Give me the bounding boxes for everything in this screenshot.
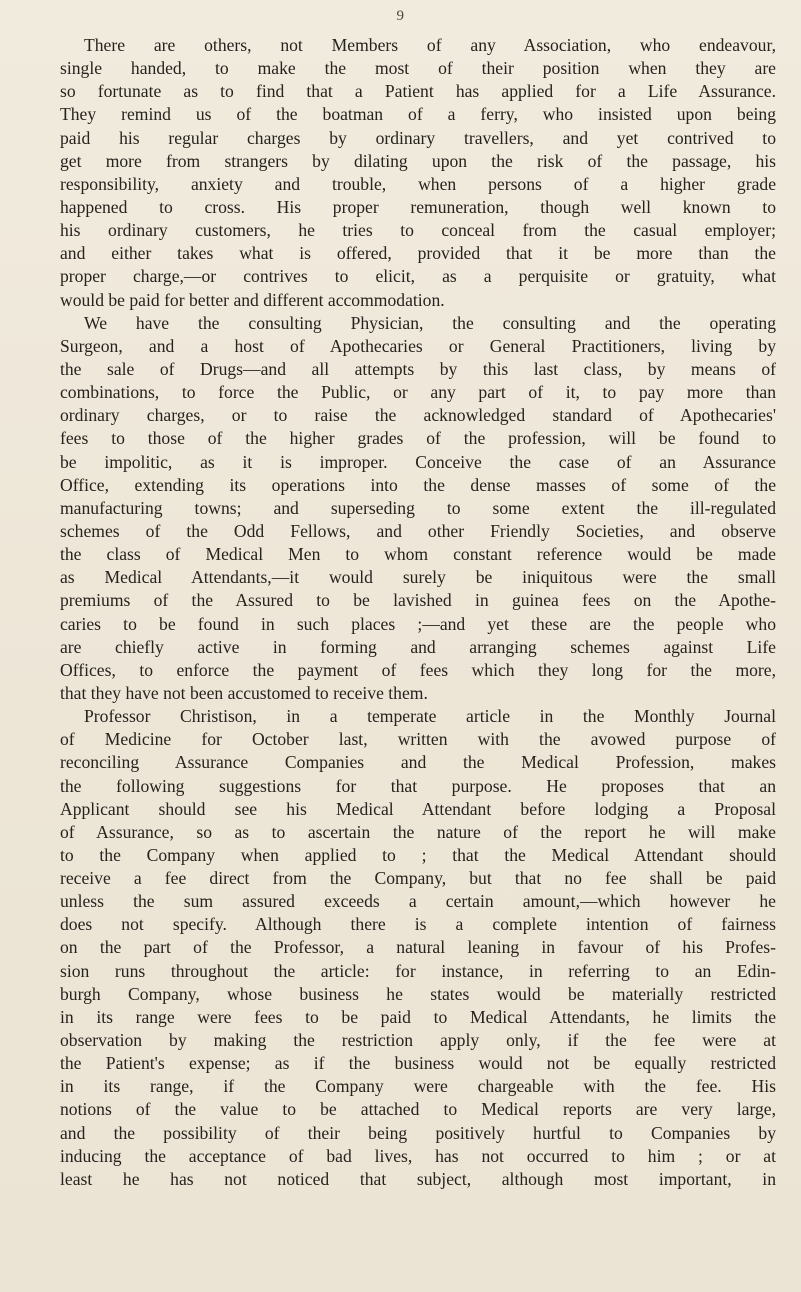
text-line: observation by making the restriction apply only, if the fee were at bbox=[60, 1030, 776, 1051]
text-line: They remind us of the boatman of a ferry, who insisted upon being bbox=[60, 104, 776, 125]
text-line: to the Company when applied to ; that the Medical Attendant should bbox=[60, 844, 776, 865]
text-line: the Patient's expense; as if the business would not be equally restricted bbox=[60, 1053, 776, 1074]
text-line: of Assurance, so as to ascertain the nature of the report he will make bbox=[60, 821, 776, 842]
text-line: in its range, if the Company were chargeable with the fee. His bbox=[60, 1076, 776, 1097]
text-line: Surgeon, and a host of Apothecaries or General Practitioners, living by bbox=[60, 335, 776, 356]
text-line: Applicant should see his Medical Attendant before lodging a Proposal bbox=[60, 798, 776, 819]
text-line: burgh Company, whose business he states would be materially restricted bbox=[60, 983, 776, 1004]
text-line: unless the sum assured exceeds a certain amount,—which however he bbox=[60, 891, 776, 912]
text-line: of Medicine for October last, written with the avowed purpose of bbox=[60, 729, 776, 750]
text-line: his ordinary customers, he tries to conceal from the casual employer; bbox=[60, 220, 776, 241]
text-line: premiums of the Assured to be lavished in guinea fees on the Apothe- bbox=[60, 590, 776, 611]
text-line: manufacturing towns; and superseding to some extent the ill-regulated bbox=[60, 497, 776, 518]
text-line: single handed, to make the most of their position when they are bbox=[60, 58, 776, 79]
text-line: and the possibility of their being positively hurtful to Companies by bbox=[60, 1122, 776, 1143]
text-line: and either takes what is offered, provided that it be more than the bbox=[60, 243, 776, 264]
text-line: receive a fee direct from the Company, but that no fee shall be paid bbox=[60, 868, 776, 889]
text-line: as Medical Attendants,—it would surely be iniquitous were the small bbox=[60, 567, 776, 588]
text-line: be impolitic, as it is improper. Conceive the case of an Assurance bbox=[60, 451, 776, 472]
text-line: inducing the acceptance of bad lives, has not occurred to him ; or at bbox=[60, 1145, 776, 1166]
text-line: caries to be found in such places ;—and yet these are the people who bbox=[60, 613, 776, 634]
text-line: Offices, to enforce the payment of fees which they long for the more, bbox=[60, 659, 776, 680]
text-line: ordinary charges, or to raise the acknowledged standard of Apothecaries' bbox=[60, 405, 776, 426]
text-line: that they have not been accustomed to receive them. bbox=[60, 682, 428, 703]
text-line: get more from strangers by dilating upon the risk of the passage, his bbox=[60, 150, 776, 171]
text-line: on the part of the Professor, a natural leaning in favour of his Profes- bbox=[60, 937, 776, 958]
text-line: least he has not noticed that subject, although most important, in bbox=[60, 1168, 776, 1189]
text-line: We have the consulting Physician, the consulting and the operating bbox=[84, 312, 776, 333]
text-line: notions of the value to be attached to Medical reports are very large, bbox=[60, 1099, 776, 1120]
text-line: so fortunate as to find that a Patient has applied for a Life Assurance. bbox=[60, 81, 776, 102]
text-line: There are others, not Members of any Association, who endeavour, bbox=[84, 35, 776, 55]
text-line: does not specify. Although there is a complete intention of fairness bbox=[60, 914, 776, 935]
text-line: fees to those of the higher grades of the profession, will be found to bbox=[60, 428, 776, 449]
text-line: are chiefly active in forming and arranging schemes against Life bbox=[60, 636, 776, 657]
text-line: would be paid for better and different accommodation. bbox=[60, 289, 445, 310]
text-line: the following suggestions for that purpose. He proposes that an bbox=[60, 775, 776, 796]
text-line: paid his regular charges by ordinary travellers, and yet contrived to bbox=[60, 127, 776, 148]
text-line: sion runs throughout the article: for instance, in referring to an Edin- bbox=[60, 960, 776, 981]
text-line: schemes of the Odd Fellows, and other Friendly Societies, and observe bbox=[60, 520, 776, 541]
text-line: proper charge,—or contrives to elicit, as a perquisite or gratuity, what bbox=[60, 266, 776, 287]
text-line: in its range were fees to be paid to Medical Attendants, he limits the bbox=[60, 1006, 776, 1027]
text-line: combinations, to force the Public, or any part of it, to pay more than bbox=[60, 382, 776, 403]
text-line: the sale of Drugs—and all attempts by this last class, by means of bbox=[60, 358, 776, 379]
text-line: Professor Christison, in a temperate article in the Monthly Journal bbox=[84, 706, 776, 727]
text-line: happened to cross. His proper remuneration, though well known to bbox=[60, 196, 776, 217]
body-text bbox=[60, 34, 776, 1191]
text-line: responsibility, anxiety and trouble, when persons of a higher grade bbox=[60, 173, 776, 194]
page-number: 9 bbox=[396, 8, 405, 24]
text-line: Office, extending its operations into the dense masses of some of the bbox=[60, 474, 776, 495]
text-line: reconciling Assurance Companies and the Medical Profession, makes bbox=[60, 752, 776, 773]
text-line: the class of Medical Men to whom constant reference would be made bbox=[60, 544, 776, 565]
